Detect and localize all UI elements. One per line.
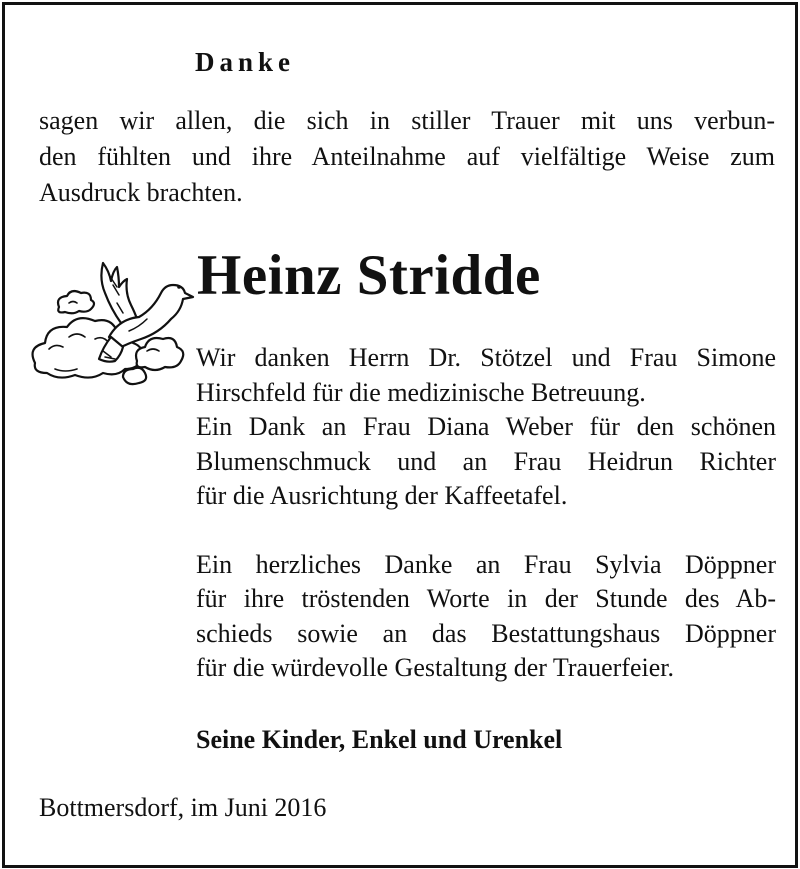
thanks-text bbox=[196, 341, 776, 686]
thanks-line: für die Ausrichtung der Kaffeetafel. bbox=[196, 481, 568, 510]
thanks-line: Wir danken Herrn Dr. Stötzel und Frau Simone bbox=[196, 343, 776, 372]
place-date: Bottmersdorf, im Juni 2016 bbox=[39, 793, 327, 822]
intro-text bbox=[39, 103, 775, 211]
deceased-name: Heinz Stridde bbox=[197, 244, 541, 307]
thanks-line: für ihre tröstenden Worte in der Stunde des Ab- bbox=[196, 584, 776, 613]
intro-line: den fühlten und ihre Anteilnahme auf vielfältige Weise zum bbox=[39, 142, 775, 171]
intro-line: Ausdruck brachten. bbox=[39, 178, 243, 207]
paragraph-gap bbox=[196, 514, 776, 548]
intro-line: sagen wir allen, die sich in stiller Trauer mit uns verbun- bbox=[39, 106, 775, 135]
notice-heading: Danke bbox=[195, 47, 296, 77]
thanks-line: Ein Dank an Frau Diana Weber für den schönen bbox=[196, 412, 776, 441]
thanks-line: schieds sowie an das Bestattungshaus Döppner bbox=[196, 618, 776, 648]
thanks-line: Ein herzliches Danke an Frau Sylvia Döppner bbox=[196, 549, 776, 579]
signature: Seine Kinder, Enkel und Urenkel bbox=[196, 725, 563, 754]
thanks-line: für die würdevolle Gestaltung der Trauerfeier. bbox=[196, 653, 674, 682]
thanks-line: Hirschfeld für die medizinische Betreuung. bbox=[196, 377, 646, 407]
dove-with-clouds-icon bbox=[25, 245, 200, 395]
obituary-notice-frame bbox=[2, 2, 798, 868]
thanks-line: Blumenschmuck und an Frau Heidrun Richter bbox=[196, 446, 776, 476]
